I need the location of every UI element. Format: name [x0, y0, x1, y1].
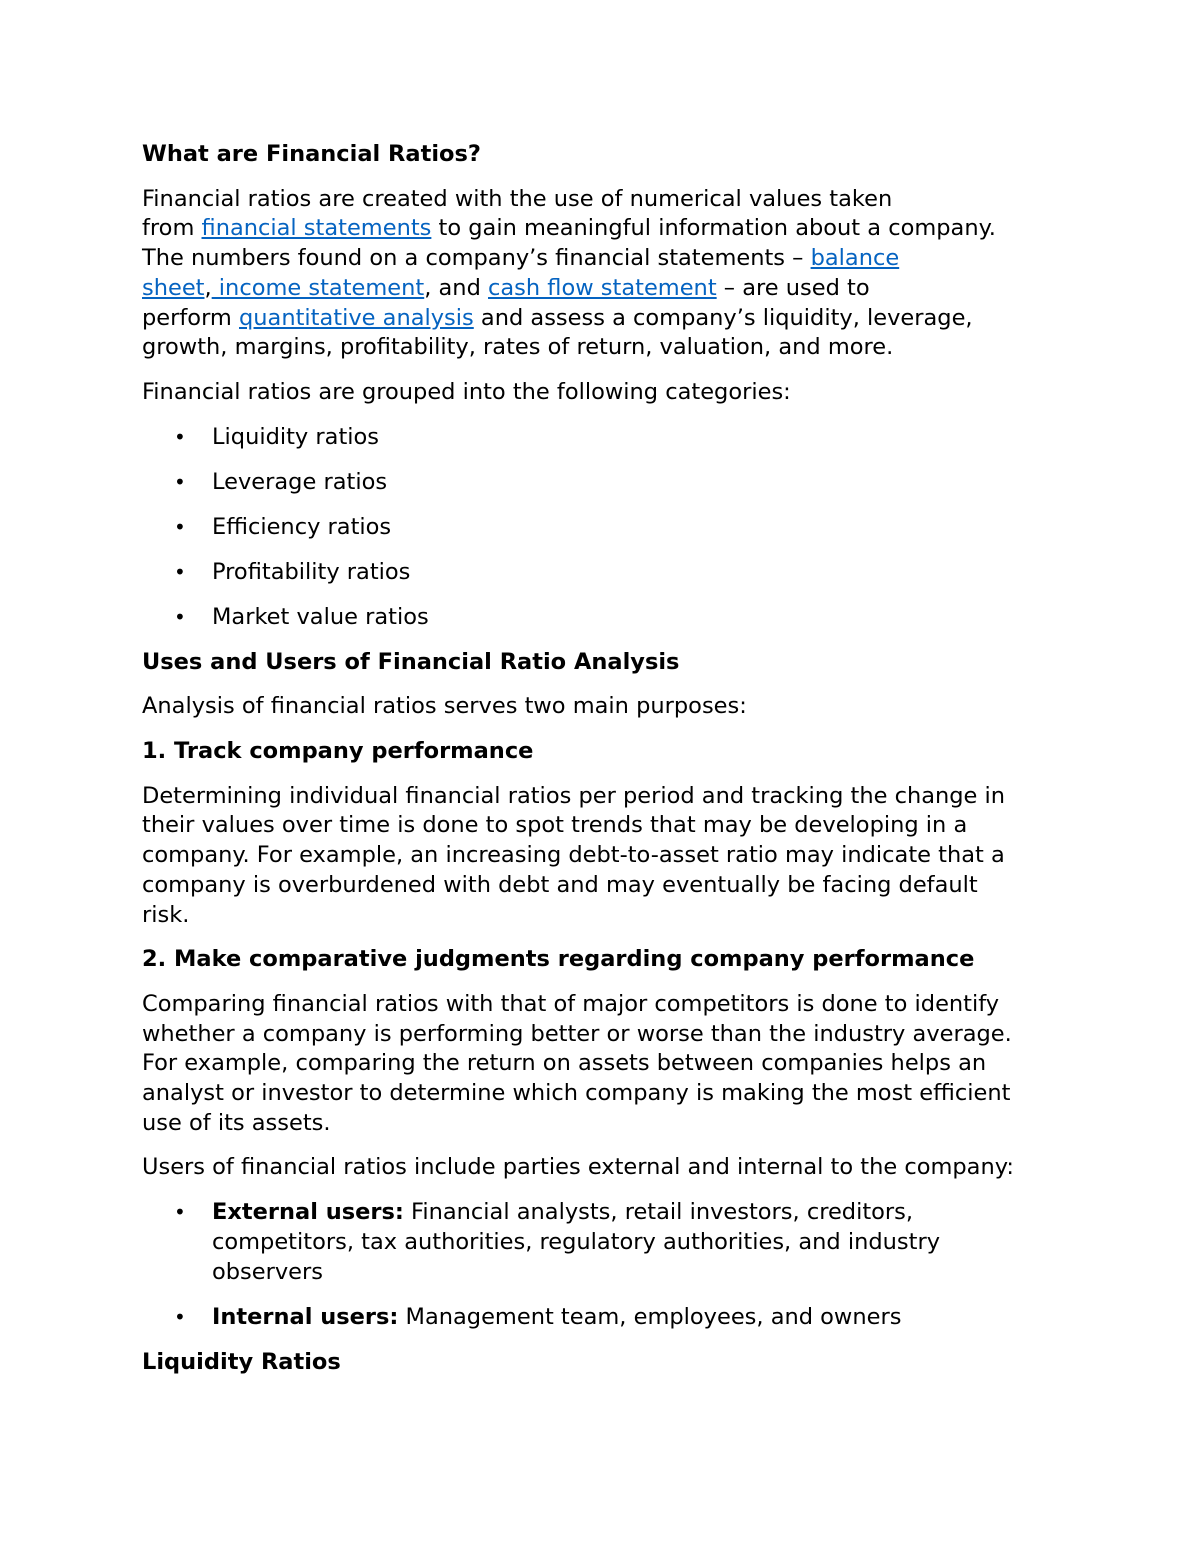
after-link-text: to gain meaningful information about a company.	[431, 215, 996, 242]
purposes-intro: Analysis of financial ratios serves two main purposes:	[142, 693, 747, 720]
list-item-text: Profitability ratios	[212, 558, 411, 585]
link-balance-sheet-part2[interactable]: sheet	[142, 274, 205, 301]
external-users-label: External users:	[212, 1199, 404, 1226]
intro-line-1: Financial ratios are created with the use of numerical values taken	[142, 185, 893, 212]
and-text: , and	[424, 274, 489, 301]
comma-text: ,	[204, 274, 212, 301]
external-users-text-3: observers	[212, 1258, 323, 1285]
categories-list	[142, 423, 1080, 633]
link-income-statement[interactable]: income statement	[211, 274, 425, 301]
bullet-icon: •	[174, 1200, 186, 1225]
list-item-internal-users	[142, 1303, 1080, 1333]
list-item	[142, 513, 1080, 543]
track-line-5: risk.	[142, 901, 190, 928]
users-intro: Users of financial ratios include parties external and internal to the company:	[142, 1154, 1014, 1181]
external-users-text-2: competitors, tax authorities, regulatory authorities, and industry	[212, 1228, 941, 1255]
list-item	[142, 423, 1080, 453]
list-item	[142, 603, 1080, 633]
compare-line-4: analyst or investor to determine which company is making the most efficient	[142, 1080, 1011, 1107]
internal-users-text: Management team, employees, and owners	[398, 1303, 902, 1330]
list-item-text: Efficiency ratios	[212, 513, 392, 540]
link-cash-flow-statement[interactable]: cash flow statement	[488, 274, 717, 301]
link-financial-statements[interactable]: financial statements	[201, 215, 432, 242]
list-item-text: Market value ratios	[212, 603, 429, 630]
users-list	[142, 1198, 1080, 1332]
after-quant-text: and assess a company’s liquidity, leverage,	[473, 304, 973, 331]
track-performance-paragraph	[142, 782, 1080, 931]
intro-line-5	[142, 305, 973, 331]
track-line-1: Determining individual financial ratios per period and tracking the change in	[142, 782, 1006, 809]
bullet-icon: •	[174, 1304, 186, 1329]
intro-line-2	[142, 215, 996, 241]
heading-uses-and-users: Uses and Users of Financial Ratio Analysis	[142, 648, 680, 675]
compare-line-3: For example, comparing the return on assets between companies helps an	[142, 1050, 987, 1077]
track-line-2: their values over time is done to spot trends that may be developing in a	[142, 812, 968, 839]
intro-line-3	[142, 245, 899, 271]
compare-line-1: Comparing financial ratios with that of major competitors is done to identify	[142, 990, 1000, 1017]
external-line-1	[212, 1199, 913, 1225]
heading-liquidity-ratios: Liquidity Ratios	[142, 1348, 341, 1375]
categories-intro: Financial ratios are grouped into the following categories:	[142, 378, 791, 405]
intro-line-4	[142, 275, 870, 301]
link-balance-sheet-part1[interactable]: balance	[810, 245, 900, 272]
compare-line-5: use of its assets.	[142, 1109, 331, 1136]
bullet-icon: •	[174, 469, 186, 494]
comparative-paragraph	[142, 990, 1080, 1139]
list-item-external-users	[142, 1198, 1080, 1287]
heading-what-are-financial-ratios: What are Financial Ratios?	[142, 141, 481, 167]
list-item	[142, 468, 1080, 498]
bullet-icon: •	[174, 424, 186, 449]
link-quantitative-analysis[interactable]: quantitative analysis	[239, 304, 474, 331]
external-users-text-1: Financial analysts, retail investors, creditors,	[403, 1199, 914, 1226]
internal-users-label: Internal users:	[212, 1303, 399, 1330]
intro-line-6: growth, margins, profitability, rates of return, valuation, and more.	[142, 334, 894, 361]
heading-track-performance: 1. Track company performance	[142, 738, 534, 765]
bullet-icon: •	[174, 514, 186, 539]
from-text: from	[142, 215, 202, 242]
track-line-3: company. For example, an increasing debt-to-asset ratio may indicate that a	[142, 842, 1005, 869]
compare-line-2: whether a company is performing better or worse than the industry average.	[142, 1020, 1012, 1047]
heading-comparative-judgments: 2. Make comparative judgments regarding company performance	[142, 946, 975, 973]
perform-text: perform	[142, 304, 239, 331]
after-cash-flow-text: – are used to	[716, 274, 870, 301]
list-item-text: Leverage ratios	[212, 468, 388, 495]
list-item	[142, 558, 1080, 588]
internal-line	[212, 1304, 901, 1330]
bullet-icon: •	[174, 604, 186, 629]
intro-paragraph	[142, 185, 1080, 363]
bullet-icon: •	[174, 559, 186, 584]
track-line-4: company is overburdened with debt and may eventually be facing default	[142, 871, 978, 898]
line3-start-text: The numbers found on a company’s financial statements –	[142, 245, 811, 272]
list-item-text: Liquidity ratios	[212, 423, 380, 450]
